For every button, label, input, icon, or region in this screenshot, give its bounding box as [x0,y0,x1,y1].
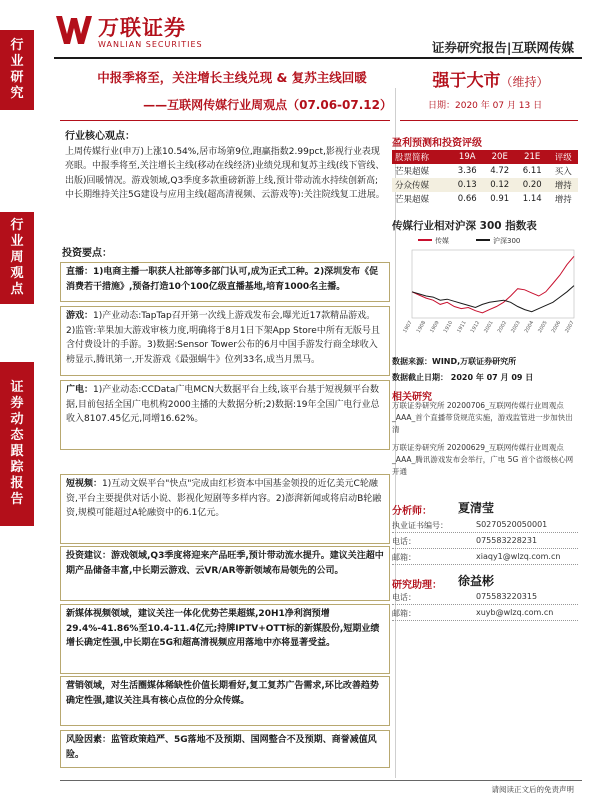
x-tick-label: 1911 [456,320,468,335]
header-divider [54,57,582,59]
rating-divider [400,120,578,121]
side-tab-industry-research: 行业研究 [0,30,34,110]
block-short-video: 短视频：1)互动文娱平台"快点"完成由红杉资本中国基金领投的近亿美元C轮融资,平台主要提供对话小说、影视化短剧等多样内容。2)澎湃新闻或将启动B轮融资,规模可能超过A轮融资中的6.1亿元。 [60,474,390,544]
x-tick-label: 2001 [483,320,495,335]
core-paragraph: 上周传媒行业(申万)上涨10.54%,居市场第9位,跑赢指数2.99pct,影视行业表现亮眼。中报季将至,关注增长主线(移动在线经济)业绩兑现和复苏主线(线下管线、出版)回暖情况。游戏领域,Q3季度多款重磅新游上线,预计带动流水持续创新高;中长期维持关注5G建设与应用主线(超高清视频、云游戏等):关注院线复工进展。 [65,146,385,200]
relative-index-chart [392,232,578,342]
report-date: 日期：2020 年 07 月 13 日 [428,101,543,111]
analyst-email[interactable]: 邮箱： xiaqy1@wlzq.com.cn [392,552,561,562]
assistant-phone: 电话： 075583220315 [392,592,538,602]
x-tick-label: 2007 [564,320,576,335]
forecast-heading: 盈利预测和投资评级 [392,138,482,149]
x-tick-label: 2003 [510,320,522,335]
related-item[interactable]: 万联证券研究所 20200629_互联网传媒行业周观点_AAA_腾讯游戏发布会举行，广电 5G 首个省级核心网开通 [392,443,574,476]
chart-title: 传媒行业相对沪深 300 指数表 [392,220,537,232]
block-investment: 投资建议：游戏领域,Q3季度将迎来产品旺季,预计带动流水提升。建议关注超中期产品储备丰富,中长期云游戏、云VR/AR等新领域布局领先的公司。 [60,546,390,601]
analyst-cert: 执业证书编号： S0270520050001 [392,520,548,530]
side-tab-weekly-view: 行业周观点 [0,212,34,304]
block-broadcast: 广电：1)产业动态:CCData广电MCN大数据平台上线,该平台基于短视频平台数据,目前包括全国广电机构2000主播的大数据分析;2)数据:19年全国广电行业总收入8107.45亿元,同增16.62%。 [60,380,390,450]
data-cutoff: 数据截止日期： 2020 年 07 月 09 日 [392,373,534,382]
forecast-table [392,150,578,206]
page-subtitle: ——互联网传媒行业周观点（07.06-07.12） [143,98,392,112]
block-livestream: 直播：1)电商主播一职获人社部等多部门认可,成为正式工种。2)深圳发布《促消费若干措施》,预备打造10个100亿级直播基地,培育1000名主播。 [60,262,390,302]
side-tab-tracking-report: 证券动态跟踪报告 [0,362,34,526]
page-title: 中报季将至，关注增长主线兑现 & 复苏主线回暖 [97,70,367,85]
table-row: 芒果超媒 3.36 4.72 6.11 买入 [395,166,572,177]
block-marketing: 营销领域，对生活圈媒体稀缺性价值长期看好,复工复苏广告需求,环比改善趋势确定性强,建议关注具有核心点位的分众传媒。 [60,676,390,726]
data-source: 数据来源：WIND,万联证券研究所 [392,357,517,366]
assistant-email[interactable]: 邮箱： xuyb@wlzq.com.cn [392,608,554,618]
block-games: 游戏：1)产业动态:TapTap召开第一次线上游戏发布会,曝光近17款精品游戏。2)监管:苹果加大游戏审核力度,明确将于8月1日下架App Store中所有无版号且含付费设计的手游。3)数据:Sensor Tower公布的6月中国手游发行商全球收入榜显示,腾讯第一,开发游戏《最强蜗牛》位列33名,成当月黑马。 [60,306,390,376]
rating-badge: 强于大市（维持） [432,71,549,91]
brand-mark-icon [54,12,94,48]
series-line [412,256,574,313]
x-tick-label: 1910 [442,320,455,335]
divider [392,620,578,621]
table-row: 分众传媒 0.13 0.12 0.20 增持 [392,178,578,192]
brand-logo [54,10,224,54]
x-tick-label: 1907 [402,320,414,335]
related-item[interactable]: 万联证券研究所 20200706_互联网传媒行业周观点_AAA_首个直播带货规范实施，游戏监管进一步加快出清 [392,401,573,434]
report-type: 证券研究报告|互联网传媒 [431,40,574,55]
divider [392,564,578,565]
x-tick-label: 2004 [523,320,536,335]
x-tick-label: 2005 [537,320,549,335]
analyst-phone: 电话： 075583228231 [392,536,538,546]
title-divider [60,120,390,121]
x-tick-label: 1909 [429,320,441,335]
legend-label: 传媒 [435,237,449,245]
disclaimer: 请阅读正文后的免责声明 [491,785,574,794]
x-tick-label: 2006 [550,320,563,335]
divider [392,604,578,605]
brand-name-cn: 万联证券 [98,16,186,40]
core-view-box [60,128,390,238]
brand-name-en: WANLIAN SECURITIES [98,40,203,49]
divider [392,548,578,549]
analyst-label: 分析师： [392,506,432,517]
core-heading: 行业核心观点： [65,131,135,142]
x-tick-label: 2002 [496,320,509,335]
footer-divider [60,780,582,781]
block-new-media: 新媒体视频领域，建议关注一体化优势芒果超媒,20H1净利润预增29.4%-41.86%至10.4-11.4亿元;持牌IPTV+OTT标的新媒股份,短期业绩增长确定性强,中长期在5G和超高清视频应用落地中亦将显著受益。 [60,604,390,674]
x-tick-label: 1908 [415,320,428,335]
table-header-row: 股票简称 19A 20E 21E 评级 [392,150,578,164]
legend-label: 沪深300 [493,237,521,245]
assistant-name: 徐益彬 [458,574,495,588]
block-risks: 风险因素：监管政策趋严、5G落地不及预期、国网整合不及预期、商誉减值风险。 [60,730,390,768]
x-tick-label: 1912 [469,320,482,335]
analyst-name: 夏清莹 [458,501,495,515]
related-heading: 相关研究 [392,392,432,403]
points-heading: 投资要点： [62,248,112,259]
assistant-label: 研究助理： [392,580,442,591]
related-list [392,400,578,478]
divider [392,532,578,533]
table-row: 芒果超媒 0.66 0.91 1.14 增持 [395,194,572,205]
